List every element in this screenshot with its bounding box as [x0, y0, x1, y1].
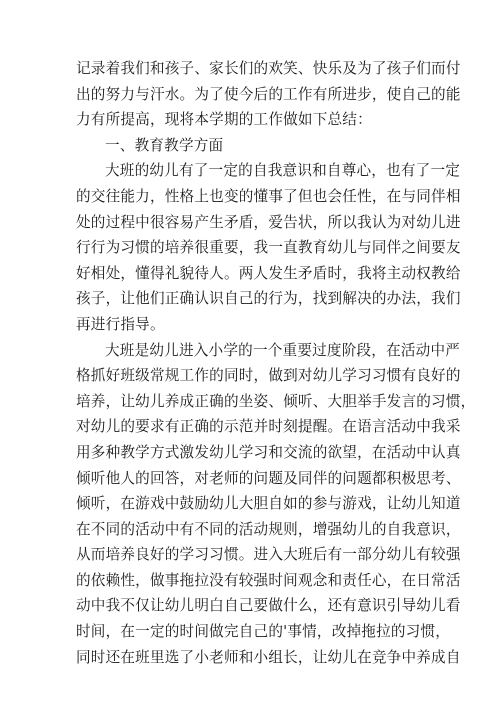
text-line: 的交往能力，性格上也变的懂事了但也会任性，在与同伴相 [76, 187, 461, 205]
text-line: 的依赖性，做事拖拉没有较强时间观念和责任心，在日常活 [76, 571, 461, 589]
text-line: 同时还在班里选了小老师和小组长，让幼儿在竞争中养成自 [76, 648, 461, 666]
document-page [76, 56, 476, 670]
text-line: 动中我不仅让幼儿明白自己要做什么，还有意识引导幼儿看 [76, 597, 461, 615]
text-line: 记录着我们和孩子、家长们的欢笑、快乐及为了孩子们而付 [76, 60, 461, 77]
text-line: 在不同的活动中有不同的活动规则，增强幼儿的自我意识， [76, 520, 461, 538]
paragraph-start: 大班是幼儿进入小学的一个重要过度阶段，在活动中严 [105, 341, 461, 359]
text-line: 行行为习惯的培养很重要，我一直教育幼儿与同伴之间要友 [76, 239, 461, 257]
text-line: 孩子，让他们正确认识自己的行为，找到解决的办法，我们 [76, 290, 461, 308]
text-line: 从而培养良好的学习习惯。进入大班后有一部分幼儿有较强 [76, 546, 461, 564]
text-line: 格抓好班级常规工作的同时，做到对幼儿学习习惯有良好的 [76, 367, 461, 385]
paragraph-start: 大班的幼儿有了一定的自我意识和自尊心，也有了一定 [105, 162, 461, 180]
text-line: 培养，让幼儿养成正确的坐姿、倾听、大胆举手发言的习惯， [76, 392, 476, 410]
text-line: 倾听他人的回答，对老师的问题及同伴的问题都积极思考、 [76, 469, 461, 487]
text-line: 好相处，懂得礼貌待人。两人发生矛盾时，我将主动权教给 [76, 264, 461, 282]
section-heading: 一、教育教学方面 [105, 136, 224, 154]
text-line: 时间，在一定的时间做完自己的'事情，改掉拖拉的习惯， [76, 623, 451, 641]
text-line: 倾听，在游戏中鼓励幼儿大胆自如的参与游戏，让幼儿知道 [76, 495, 461, 513]
text-line: 处的过程中很容易产生矛盾，爱告状，所以我认为对幼儿进 [76, 213, 461, 231]
text-line: 再进行指导。 [76, 315, 165, 333]
text-line: 力有所提高，现将本学期的工作做如下总结： [76, 111, 372, 129]
text-line: 用多种教学方式激发幼儿学习和交流的欲望，在活动中认真 [76, 443, 461, 461]
text-line: 出的努力与汗水。为了使今后的工作有所进步，使自己的能 [76, 85, 461, 103]
text-line: 对幼儿的要求有正确的示范并时刻提醒。在语言活动中我采 [76, 418, 461, 436]
